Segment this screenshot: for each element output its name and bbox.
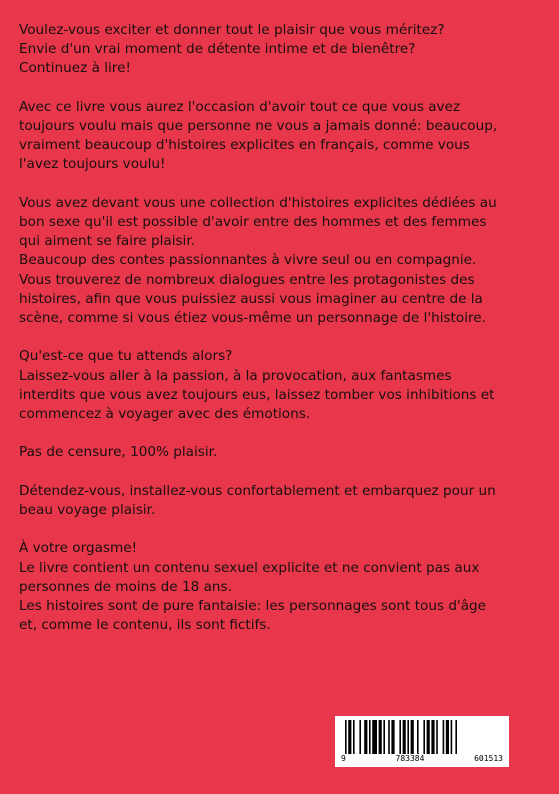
barcode-bars [345,720,499,754]
text-line: histoires, afin que vous puissiez aussi vous imaginer au centre de la [19,290,483,307]
barcode-bar [451,720,453,754]
text-line: personnes de moins de 18 ans. [19,578,232,595]
barcode-bar [388,720,390,754]
barcode-bar [411,720,414,754]
text-line: beau voyage plaisir. [19,502,156,518]
barcode-bar [455,720,457,754]
text-line: bon sexe qu'il est possible d'avoir entre des hommes et des femmes [19,214,487,230]
text-line: Détendez-vous, installez-vous confortablement et embarquez pour un [19,482,496,499]
isbn-barcode [335,716,509,767]
text-line: À votre orgasme! [19,540,138,557]
barcode-bar [383,720,385,754]
paragraph-collection [19,194,544,328]
barcode-bar [391,720,394,754]
paragraph-censure [19,443,544,462]
paragraph-disclaimer [19,539,544,635]
barcode-bar [353,720,355,754]
text-line: et, comme le contenu, ils sont fictifs. [19,617,271,634]
text-line: Laissez-vous aller à la passion, à la provocation, aux fantasmes [19,367,452,384]
barcode-bar [348,720,351,754]
barcode-bar [403,720,406,754]
text-line: Le livre contient un contenu sexuel explicite et ne convient pas aux [19,559,480,576]
text-line: Pas de censure, 100% plaisir. [19,444,218,461]
text-line: interdits que vous avez toujours eus, laissez tomber vos inhibitions et [19,386,495,403]
barcode-bar [407,720,409,754]
text-line: commencez à voyager avec des émotions. [19,406,311,423]
barcode-bar [431,720,434,754]
isbn-group-1: 783384 [395,754,425,763]
isbn-prefix: 9 [341,754,346,763]
text-line: Vous trouverez de nombreux dialogues entre les protagonistes des [19,271,475,288]
paragraph-offer [19,98,544,175]
barcode-bar [423,720,425,754]
barcode-bar [436,720,438,754]
barcode-bar [359,720,361,754]
barcode-bar [443,720,445,754]
barcode-bar [345,720,347,754]
text-line: l'avez toujours voulu! [19,156,166,173]
text-line: scène, comme si vous étiez vous-même un personnage de l'histoire. [19,310,486,327]
isbn-group-2: 601513 [474,754,503,763]
text-line: Envie d'un vrai moment de détente intime et de bienêtre? [19,41,416,58]
barcode-bar [417,720,419,754]
text-line: Voulez-vous exciter et donner tout le plaisir que vous méritez? [19,22,445,38]
text-line: toujours voulu mais que personne ne vous a jamais donné: beaucoup, [19,118,498,134]
text-line: Avec ce livre vous aurez l'occasion d'avoir tout ce que vous avez [19,98,461,115]
text-line: Continuez à lire! [19,60,131,77]
barcode-bar [372,720,377,754]
text-line: Les histoires sont de pure fantaisie: les personnages sont tous d'âge [19,598,487,614]
paragraph-relax [19,482,544,520]
text-line: Qu'est-ce que tu attends alors? [19,348,233,365]
barcode-bar [379,720,382,754]
barcode-bar [399,720,401,754]
text-line: qui aiment se faire plaisir. [19,233,195,250]
text-line: vraiment beaucoup d'histoires explicites en français, comme vous [19,137,470,154]
paragraph-intro [19,21,544,79]
paragraph-call [19,347,544,424]
barcode-bar [446,720,449,754]
text-line: Beaucoup des contes passionnantes à vivre seul ou en compagnie. [19,252,477,269]
isbn-number [341,754,503,763]
barcode-bar [427,720,430,754]
barcode-bar [364,720,367,754]
back-cover-text [19,21,544,655]
barcode-bar [369,720,371,754]
text-line: Vous avez devant vous une collection d'histoires explicites dédiées au [19,194,497,211]
